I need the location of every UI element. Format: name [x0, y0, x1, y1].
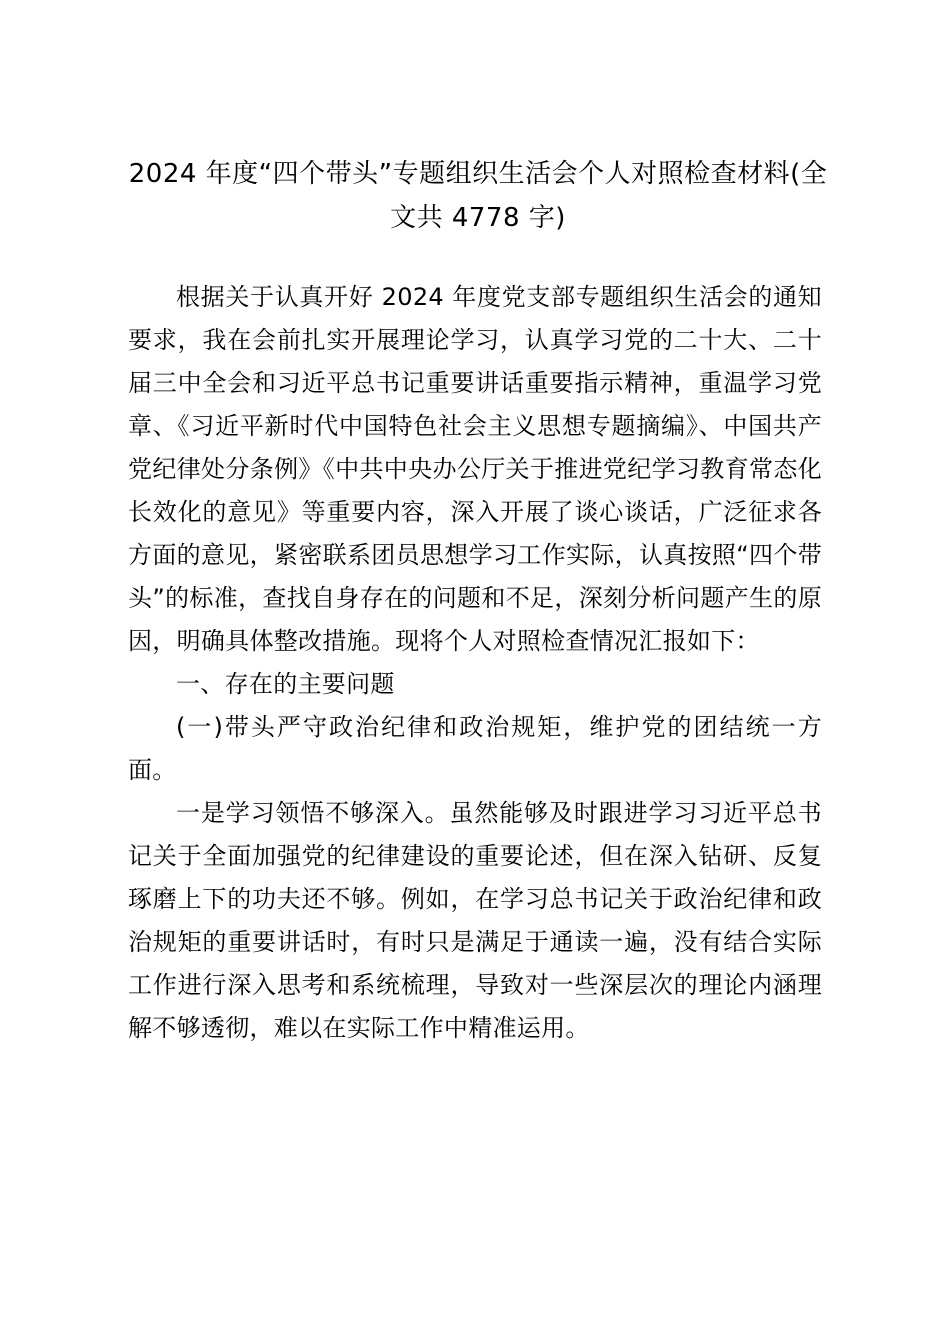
section-heading: 一、存在的主要问题 [176, 670, 395, 698]
paragraph-point-one: 一是学习领悟不够深入。虽然能够及时跟进学习习近平总书记关于全面加强党的纪律建设的重要论述，但在深入钻研、反复琢磨上下的功夫还不够。例如，在学习总书记关于政治纪律和政治规矩的重要讲话时，有时只是满足于通读一遍，没有结合实际工作进行深入思考和系统梳理，导致对一些深层次的理论内涵理解不够透彻，难以在实际工作中精准运用。 [128, 799, 822, 1042]
subsection-heading: (一)带头严守政治纪律和政治规矩，维护党的团结统一方面。 [128, 713, 822, 784]
paragraph-intro: 根据关于认真开好 2024 年度党支部专题组织生活会的通知要求，我在会前扎实开展理论学习，认真学习党的二十大、二十届三中全会和习近平总书记重要讲话重要指示精神，重温学习党章、《习近平新时代中国特色社会主义思想专题摘编》、中国共产党纪律处分条例》《中共中央办公厅关于推进党纪学习教育常态化长效化的意见》等重要内容，深入开展了谈心谈话，广泛征求各方面的意见，紧密联系团员思想学习工作实际，认真按照“四个带头”的标准，查找自身存在的问题和不足，深刻分析问题产生的原因，明确具体整改措施。现将个人对照检查情况汇报如下： [128, 283, 822, 655]
document-body [128, 276, 822, 1050]
document-title: 2024 年度“四个带头”专题组织生活会个人对照检查材料(全文共 4778 字) [128, 159, 828, 233]
